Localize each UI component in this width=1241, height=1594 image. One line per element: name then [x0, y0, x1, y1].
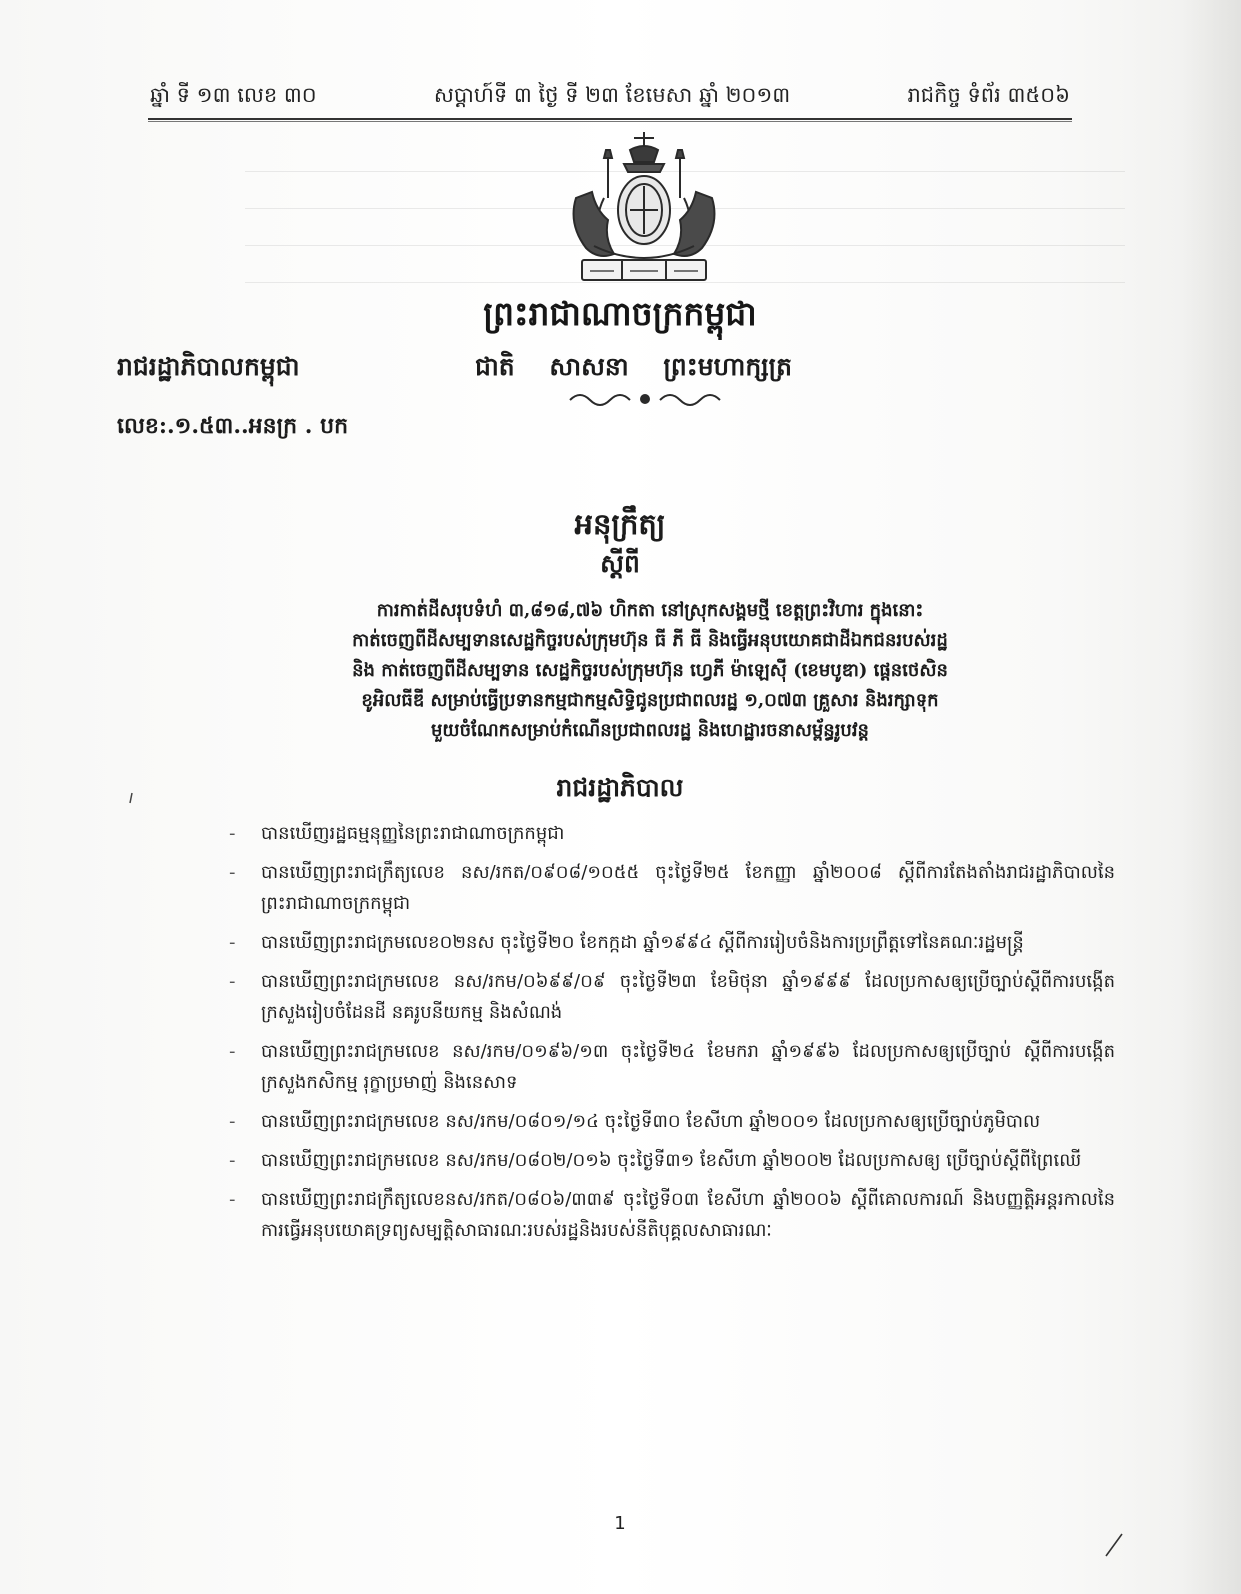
- header-date: សប្តាហ៍ទី ៣ ថ្ងៃ ទី ២៣ ខែមេសា ឆ្នាំ ២០១៣: [433, 82, 791, 107]
- list-item: [225, 857, 1115, 919]
- subject-line: ខូអិលធីឌី សម្រាប់ធ្វើប្រទានកម្មជាកម្មសិទ្ធិជូនប្រជាពលរដ្ឋ ១,០៧៣ គ្រួសារ និងរក្សាទុក: [361, 690, 939, 711]
- list-item: [225, 1036, 1115, 1098]
- list-item-text: បានឃើញព្រះរាជក្រមលេខ នស/រកម/០៦៩៩/០៩ ចុះថ្ងៃទី២៣ ខែមិថុនា ឆ្នាំ១៩៩៩ ដែលប្រកាសឲ្យប្រើច្បាប់ស្តីពីការបង្កើតក្រសួងរៀបចំដែនដី នគរូបនីយកម្ម និងសំណង់: [261, 971, 1115, 1023]
- gazette-header: [150, 80, 1070, 114]
- bullet-dash: -: [229, 932, 236, 953]
- government-name: រាជរដ្ឋាភិបាលកម្ពុជា: [117, 352, 300, 381]
- about-label: ស្តីពី: [600, 549, 640, 578]
- stray-mark: [128, 792, 134, 804]
- pen-stroke-mark: [1103, 1532, 1125, 1558]
- bullet-dash: -: [229, 862, 236, 883]
- subject-line: ការកាត់ដីសរុបទំហំ ៣,៨១៨,៧៦ ហិកតា នៅស្រុកសង្គមថ្មី ខេត្តព្រះវិហារ ក្នុងនោះ: [376, 600, 924, 621]
- kingdom-title: ព្រះរាជាណាចក្រកម្ពុជា: [483, 294, 757, 333]
- list-item-text: បានឃើញព្រះរាជក្រឹត្យលេខ នស/រកត/០៩០៨/១០៥៥ ចុះថ្ងៃទី២៥ ខែកញ្ញា ឆ្នាំ២០០៨ ស្តីពីការតែងតាំងរាជរដ្ឋាភិបាលនៃព្រះរាជាណាចក្រកម្ពុជា: [261, 862, 1115, 914]
- page-edge-shadow: [1181, 0, 1241, 1594]
- bullet-dash: -: [229, 1189, 236, 1210]
- national-motto: ជាតិ សាសនា ព្រះមហាក្សត្រ: [475, 352, 792, 381]
- list-item-text: បានឃើញព្រះរាជក្រមលេខ នស/រកម/០៨០២/០១៦ ចុះថ្ងៃទី៣១ ខែសីហា ឆ្នាំ២០០២ ដែលប្រកាសឲ្យ ប្រើច្បាប់ស្តីពីព្រៃឈើ: [261, 1150, 1082, 1171]
- issuer-heading: រាជរដ្ឋាភិបាល: [556, 773, 684, 802]
- list-item: [225, 927, 1115, 958]
- document-number: លេខ:.១.៥៣..អនក្រ . បក: [117, 413, 349, 439]
- list-item: [225, 1184, 1115, 1246]
- list-item-text: បានឃើញព្រះរាជក្រមលេខ នស/រកម/០៨០១/១៤ ចុះថ្ងៃទី៣០ ខែសីហា ឆ្នាំ២០០១ ដែលប្រកាសឲ្យប្រើច្បាប់ភូមិបាល: [261, 1111, 1041, 1132]
- subject-line: មួយចំណែកសម្រាប់កំណើនប្រជាពលរដ្ឋ និងហេដ្ឋារចនាសម្ព័ន្ធរូបវន្ត: [431, 720, 869, 741]
- list-item: [225, 966, 1115, 1028]
- considerations-list: [225, 818, 1115, 1254]
- bullet-dash: -: [229, 971, 236, 992]
- subject-block: [190, 596, 1110, 746]
- list-item-text: បានឃើញរដ្ឋធម្មនុញ្ញនៃព្រះរាជាណាចក្រកម្ពុជា: [261, 823, 565, 844]
- bullet-dash: -: [229, 1041, 236, 1062]
- header-rule: [148, 118, 1072, 120]
- list-item-text: បានឃើញព្រះរាជក្រឹត្យលេខនស/រកត/០៨០៦/៣៣៩ ចុះថ្ងៃទី០៣ ខែសីហា ឆ្នាំ២០០៦ ស្តីពីគោលការណ៍ និងបញ្ញត្តិអន្តរកាលនៃការធ្វើអនុបយោគទ្រព្យសម្បត្តិសាធារណៈរបស់រដ្ឋនិងរបស់នីតិបុគ្គលសាធារណៈ: [261, 1189, 1115, 1241]
- list-item: [225, 1145, 1115, 1176]
- bullet-dash: -: [229, 1150, 236, 1171]
- header-page: រាជកិច្ច ទំព័រ ៣៥០៦: [907, 82, 1070, 107]
- document-type: អនុក្រឹត្យ: [574, 507, 666, 541]
- bullet-dash: -: [229, 823, 236, 844]
- list-item-text: បានឃើញព្រះរាជក្រមលេខ០២នស ចុះថ្ងៃទី២០ ខែកក្កដា ឆ្នាំ១៩៩៤ ស្តីពីការរៀបចំនិងការប្រព្រឹត្តទៅនៃគណៈរដ្ឋមន្ត្រី: [261, 932, 1024, 953]
- header-issue: ឆ្នាំ ទី ១៣ លេខ ៣០: [150, 82, 317, 107]
- page-number: 1: [614, 1513, 626, 1534]
- list-item: [225, 1106, 1115, 1137]
- header-rule-thin: [148, 121, 1072, 122]
- subject-line: កាត់ចេញពីដីសម្បទានសេដ្ឋកិច្ចរបស់ក្រុមហ៊ុន ធី ភី ធី និងធ្វើអនុបយោគជាដីឯកជនរបស់រដ្ឋ: [352, 630, 948, 651]
- royal-coat-of-arms-icon: [564, 128, 724, 290]
- list-item: [225, 818, 1115, 849]
- list-item-text: បានឃើញព្រះរាជក្រមលេខ នស/រកម/០១៩៦/១៣ ចុះថ្ងៃទី២៤ ខែមករា ឆ្នាំ១៩៩៦ ដែលប្រកាសឲ្យប្រើច្បាប់ ស្តីពីការបង្កើតក្រសួងកសិកម្ម រុក្ខាប្រមាញ់ និងនេសាទ: [261, 1041, 1115, 1093]
- bullet-dash: -: [229, 1111, 236, 1132]
- subject-line: និង កាត់ចេញពីដីសម្បទាន សេដ្ឋកិច្ចរបស់ក្រុមហ៊ុន ហ្វេភី ម៉ាឡេស៊ី (ខេមបូឌា) ផ្តេនថេសិន: [352, 660, 948, 681]
- decorative-divider-icon: [568, 388, 723, 408]
